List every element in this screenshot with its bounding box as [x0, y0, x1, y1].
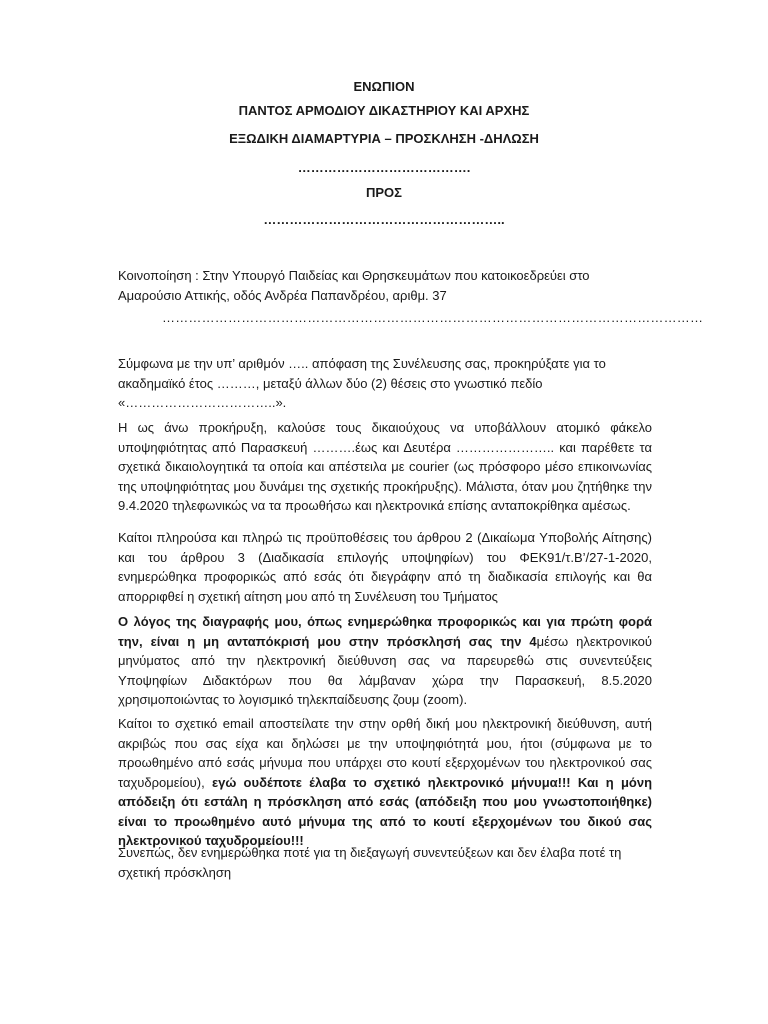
paragraph-email-text: Καίτοι το σχετικό email αποστείλατε την στην ορθή δική μου ηλεκτρονική διεύθυνση, αυτή ακριβώς που σας είχα και δηλώσει με την υποψηφιότητά μου, ήτοι (σύμφωνα με το προωθημένο από εσάς μήνυμα που υπάρχει στο κουτί εξερχομένων του ηλεκτρονικού σας ταχυδρομείου), [118, 716, 652, 790]
addressee-placeholder-dots: …………………………………. [297, 160, 471, 175]
paragraph-conclusion: Συνεπώς, δεν ενημερώθηκα ποτέ για τη διεξαγωγή συνεντεύξεων και δεν έλαβα ποτέ τη σχετική πρόσκληση [118, 845, 622, 880]
paragraph-email [118, 714, 652, 851]
recipient-placeholder-dots: ……………………………………………….. [263, 212, 505, 227]
heading-line-2: ΠΑΝΤΟΣ ΑΡΜΟΔΙΟΥ ΔΙΚΑΣΤΗΡΙΟΥ ΚΑΙ ΑΡΧΗΣ [238, 103, 530, 118]
paragraph-application: Η ως άνω προκήρυξη, καλούσε τους δικαιούχους να υποβάλλουν ατομικό φάκελο υποψηφιότητας από Παρασκευή ……….έως και Δευτέρα ………………….. και παρέθετε τα σχετικά δικαιολογητικά τα οποία και απέστειλα με courier (ως πρόσφορο μέσο επικοινωνίας της υποψηφιότητας μου δυνάμει της σχετικής προκήρυξης). Μάλιστα, όταν μου ζητήθηκε την 9.4.2020 τηλεφωνικώς να τα προωθήσω και ηλεκτρονικά επίσης ανταποκρίθηκα αμέσως. [118, 420, 652, 513]
paragraph-eligibility: Καίτοι πληρούσα και πληρώ τις προϋποθέσεις του άρθρου 2 (Δικαίωμα Υποβολής Αίτησης) και του άρθρου 3 (Διαδικασία επιλογής υποψηφίων) του ΦΕΚ91/τ.Β’/27-1-2020, ενημερώθηκα προφορικώς από εσάς ότι διεγράφην από τη διαδικασία επιλογής και θα απορριφθεί η σχετική αίτηση μου από τη Συνέλευση του Τμήματος [118, 530, 652, 604]
pros-label: ΠΡΟΣ [366, 185, 402, 200]
heading-line-1: ΕΝΩΠΙΟΝ [353, 79, 415, 94]
paragraph-reason-bold: Ο λόγος της διαγραφής μου, όπως ενημερώθηκα προφορικώς και για πρώτη φορά την, είναι η μη ανταπόκρισή μου στην πρόσκλησή σας την 4 [118, 614, 652, 649]
paragraph-announcement-line-1: Σύμφωνα με την υπ’ αριθμόν ….. απόφαση της Συνέλευσης σας, προκηρύξατε για το [118, 356, 606, 371]
paragraph-announcement-line-2: ακαδημαϊκό έτος ………, μεταξύ άλλων δύο (2) θέσεις στο γνωστικό πεδίο [118, 375, 543, 391]
paragraph-announcement [118, 354, 652, 413]
notification-line-1: Κοινοποίηση : Στην Υπουργό Παιδείας και Θρησκευμάτων που κατοικοεδρεύει στο [118, 268, 590, 283]
notification-line-2: Αμαρούσιο Αττικής, οδός Ανδρέα Παπανδρέου, αριθμ. 37 [118, 287, 447, 303]
document-title: ΕΞΩΔΙΚΗ ΔΙΑΜΑΡΤΥΡΙΑ – ΠΡΟΣΚΛΗΣΗ -ΔΗΛΩΣΗ [229, 131, 539, 146]
separator-dots: …………………………………………………………………………………………………………… [162, 310, 704, 325]
paragraph-announcement-line-3: «……………………………..». [118, 395, 287, 410]
paragraph-email-bold: εγώ ουδέποτε έλαβα το σχετικό ηλεκτρονικό μήνυμα!!! Και η μόνη απόδειξη ότι εστάλη η πρόσκληση από εσάς (απόδειξη που μου γνωστοποιήθηκε) είναι το προωθημένο αυτό μήνυμα της από το κουτί εξερχομένων του δικού σας ηλεκτρονικού ταχυδρομείου!!! [118, 774, 653, 848]
paragraph-reason-text: μέσω ηλεκτρονικού μηνύματος από την ηλεκτρονική διεύθυνση σας να παρευρεθώ στις συνεντεύξεις Υποψηφίων Διδακτόρων που θα λάμβαναν χώρα την Παρασκευή, 8.5.2020 χρησιμοποιώντας το λογισμικό τηλεκπαίδευσης ζουμ (zoom). [118, 633, 652, 707]
notification-paragraph [118, 266, 652, 305]
paragraph-reason [118, 612, 652, 710]
